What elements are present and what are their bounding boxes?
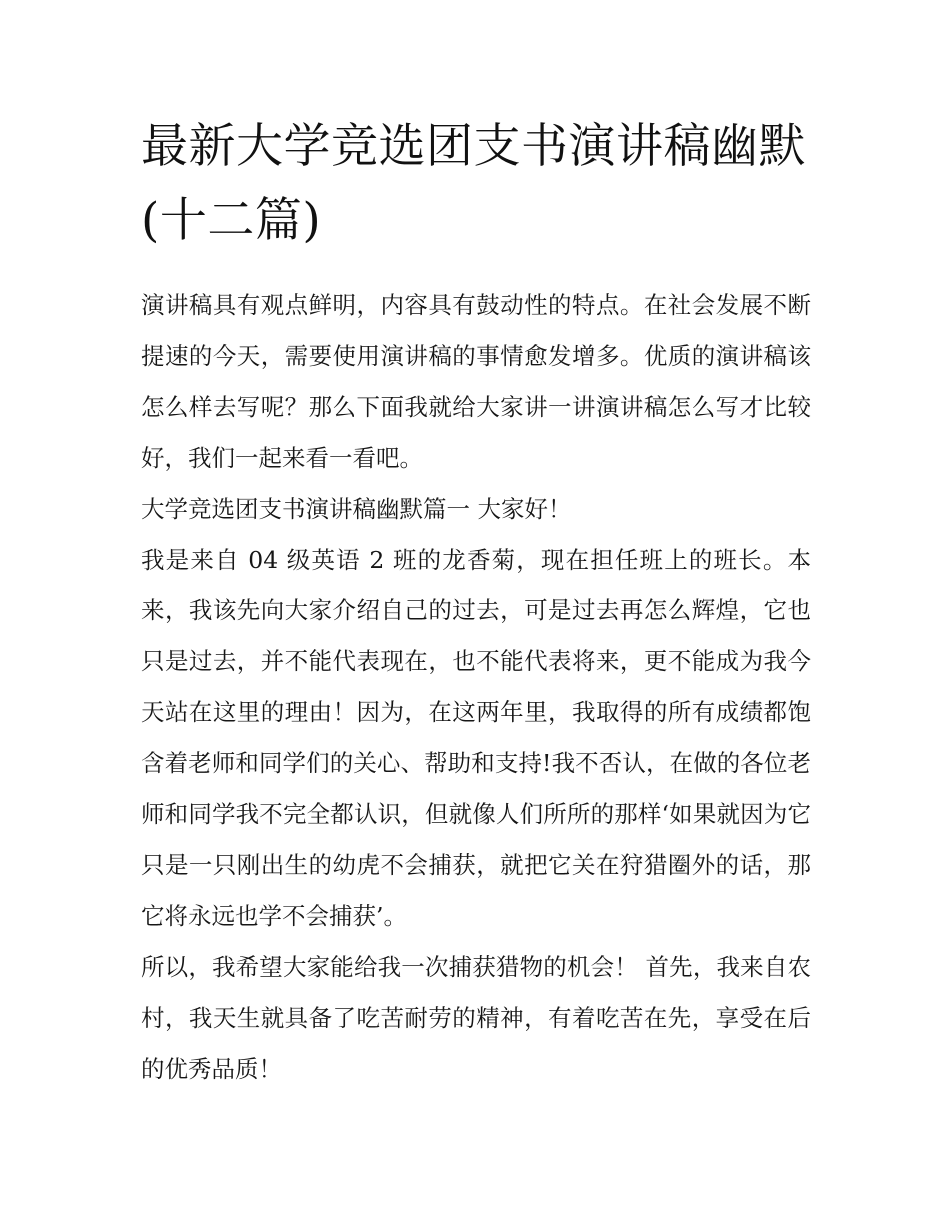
speech-paragraph-continued: 所以，我希望大家能给我一次捕获猎物的机会！ 首先，我来自农村，我天生就具备了吃苦耐劳的精神，有着吃苦在先，享受在后的优秀品质！ [141,952,811,1083]
document-body [141,280,811,1095]
document-title: 最新大学竞选团支书演讲稿幽默(十二篇) [141,119,806,248]
intro-paragraph: 演讲稿具有观点鲜明，内容具有鼓动性的特点。在社会发展不断提速的今天，需要使用演讲稿的事情愈发增多。优质的演讲稿该怎么样去写呢？那么下面我就给大家讲一讲演讲稿怎么写才比较好，我们一起来看一看吧。 [141,291,811,472]
section-heading-paragraph: 大学竞选团支书演讲稿幽默篇一 大家好！ [141,494,572,523]
speech-paragraph: 我是来自 04 级英语 2 班的龙香菊，现在担任班上的班长。本来，我该先向大家介绍自己的过去，可是过去再怎么辉煌，它也只是过去，并不能代表现在，也不能代表将来，更不能成为我今天站在这里的理由！因为，在这两年里，我取得的所有成绩都饱含着老师和同学们的关心、帮助和支持!我不否认，在做的各位老师和同学我不完全都认识，但就像人们所所的那样‘如果就因为它只是一只刚出生的幼虎不会捕获，就把它关在狩猎圈外的话，那它将永远也学不会捕获’。 [141,545,811,930]
